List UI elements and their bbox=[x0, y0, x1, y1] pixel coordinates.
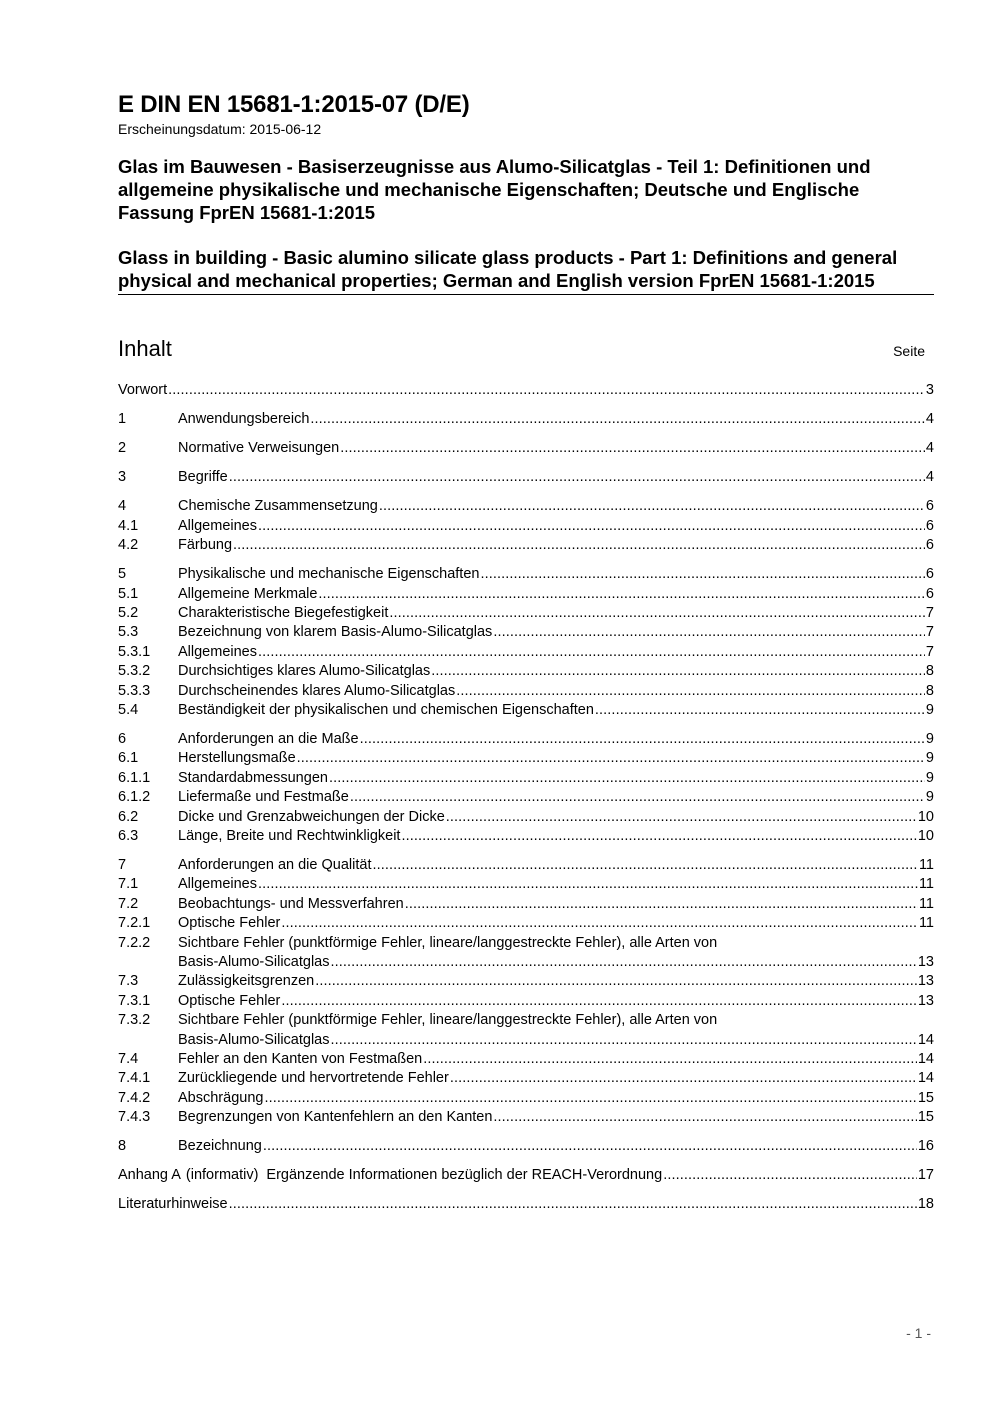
toc-entry-title: Anwendungsbereich bbox=[178, 411, 310, 428]
toc-entry-number: 7.4.2 bbox=[118, 1089, 151, 1106]
toc-entry-number: 7.1 bbox=[118, 876, 139, 893]
toc-leader bbox=[258, 643, 925, 662]
toc-entry-page: 11 bbox=[918, 915, 934, 932]
toc-leader bbox=[340, 439, 925, 458]
toc-entry-page: 11 bbox=[918, 857, 934, 873]
toc-entry-page: 10 bbox=[917, 827, 934, 844]
toc-entry-title: Allgemeines bbox=[178, 876, 257, 893]
toc-leader bbox=[446, 808, 917, 827]
publication-date: Erscheinungsdatum: 2015-06-12 bbox=[118, 121, 322, 137]
toc-entry-7-3-2-continued[interactable] bbox=[118, 1031, 934, 1050]
toc-entry-6-1[interactable] bbox=[118, 749, 934, 768]
toc-entry-page: 6 bbox=[925, 585, 934, 602]
toc-entry-title: Begrenzungen von Kantenfehlern an den Kanten bbox=[178, 1109, 493, 1126]
toc-leader bbox=[168, 381, 925, 400]
toc-entry-page: 17 bbox=[917, 1167, 934, 1184]
toc-leader bbox=[281, 992, 917, 1011]
toc-entry-7-2-1[interactable] bbox=[118, 914, 934, 933]
toc-entry-title: Fehler an den Kanten von Festmaßen bbox=[178, 1050, 423, 1067]
toc-entry-7-3-1[interactable] bbox=[118, 992, 934, 1011]
toc-entry-page: 9 bbox=[925, 789, 934, 806]
toc-entry-7-2[interactable] bbox=[118, 895, 934, 914]
toc-entry-title: Vorwort bbox=[118, 381, 168, 398]
toc-entry-page: 4 bbox=[925, 411, 934, 428]
toc-entry-page: 7 bbox=[925, 624, 934, 641]
document-number: E DIN EN 15681-1:2015-07 (D/E) bbox=[118, 91, 470, 118]
toc-entry-number: 5.1 bbox=[118, 585, 139, 602]
toc-entry-7-1[interactable] bbox=[118, 875, 934, 894]
toc-entry-6-1-1[interactable] bbox=[118, 769, 934, 788]
toc-entry-number: 7.4.1 bbox=[118, 1070, 151, 1087]
toc-entry-number: 5.3.2 bbox=[118, 663, 151, 680]
toc-entry-4[interactable] bbox=[118, 497, 934, 516]
toc-entry-number: 7.3 bbox=[118, 973, 139, 990]
toc-entry-vorwort[interactable] bbox=[118, 381, 934, 400]
toc-leader bbox=[258, 875, 918, 894]
toc-entry-1[interactable] bbox=[118, 410, 934, 429]
toc-entry-page: 14 bbox=[917, 1050, 934, 1067]
toc-entry-5-3-3[interactable] bbox=[118, 682, 934, 701]
toc-entry-title: Beständigkeit der physikalischen und chemischen Eigenschaften bbox=[178, 701, 594, 718]
toc-entry-page: 6 bbox=[925, 517, 934, 534]
toc-entry-title: Anforderungen an die Qualität bbox=[178, 857, 372, 873]
toc-entry-number: 2 bbox=[118, 440, 127, 457]
toc-entry-title: Sichtbare Fehler (punktförmige Fehler, lineare/langgestreckte Fehler), alle Arten von bbox=[178, 934, 718, 951]
page-number: - 1 - bbox=[906, 1325, 931, 1341]
toc-entry-6-1-2[interactable] bbox=[118, 788, 934, 807]
toc-entry-5[interactable] bbox=[118, 565, 934, 584]
toc-entry-title: Herstellungsmaße bbox=[178, 750, 296, 767]
toc-entry-6[interactable] bbox=[118, 730, 934, 749]
toc-entry-number: 7.4.3 bbox=[118, 1109, 151, 1126]
title-divider bbox=[118, 294, 934, 295]
toc-entry-title: Bezeichnung bbox=[178, 1138, 262, 1155]
toc-entry-title: Standardabmessungen bbox=[178, 769, 328, 786]
toc-page-column-label: Seite bbox=[893, 343, 925, 359]
toc-entry-page: 9 bbox=[925, 750, 934, 767]
toc-leader bbox=[258, 517, 925, 536]
toc-entry-title: Beobachtungs- und Messverfahren bbox=[178, 895, 404, 912]
toc-leader bbox=[360, 730, 925, 749]
document-page bbox=[118, 90, 934, 1215]
toc-entry-5-3[interactable] bbox=[118, 623, 934, 642]
toc-entry-7-4[interactable] bbox=[118, 1050, 934, 1069]
toc-leader bbox=[423, 1050, 917, 1069]
toc-entry-title: Zulässigkeitsgrenzen bbox=[178, 973, 315, 990]
toc-entry-page: 4 bbox=[925, 469, 934, 486]
toc-entry-title: Optische Fehler bbox=[178, 915, 281, 932]
toc-entry-number: 1 bbox=[118, 411, 127, 428]
toc-entry-title: Länge, Breite und Rechtwinkligkeit bbox=[178, 827, 401, 844]
toc-leader bbox=[310, 410, 925, 429]
toc-entry-8[interactable] bbox=[118, 1137, 934, 1156]
toc-leader bbox=[263, 1137, 917, 1156]
toc-entry-number: 7.2.1 bbox=[118, 915, 151, 932]
toc-entry-title: Charakteristische Biegefestigkeit bbox=[178, 604, 389, 621]
toc-entry-7-4-1[interactable] bbox=[118, 1069, 934, 1088]
toc-leader bbox=[493, 1108, 916, 1127]
toc-entry-number: 6 bbox=[118, 730, 127, 747]
toc-entry-bibliography[interactable] bbox=[118, 1195, 934, 1214]
toc-entry-page: 7 bbox=[925, 604, 934, 621]
toc-entry-number: 5.3.3 bbox=[118, 682, 151, 699]
toc-entry-page: 13 bbox=[917, 992, 934, 1009]
toc-entry-5-2[interactable] bbox=[118, 604, 934, 623]
toc-entry-title: Zurückliegende und hervortretende Fehler bbox=[178, 1070, 449, 1087]
toc-leader bbox=[331, 953, 917, 972]
toc-entry-number: 5.4 bbox=[118, 701, 139, 718]
toc-entry-page: 9 bbox=[925, 701, 934, 718]
toc-entry-title: Allgemeines bbox=[178, 643, 257, 660]
toc-leader bbox=[318, 585, 925, 604]
toc-entry-page: 11 bbox=[918, 876, 934, 893]
toc-entry-title: Allgemeine Merkmale bbox=[178, 585, 318, 602]
title-english: Glass in building - Basic alumino silicate glass products - Part 1: Definitions and general physical and mechanical properties; German and English version FprEN 15681-1:2015 bbox=[118, 247, 898, 291]
toc-entry-title: Sichtbare Fehler (punktförmige Fehler, lineare/langgestreckte Fehler), alle Arten von bbox=[178, 1012, 718, 1029]
toc-leader bbox=[229, 1195, 917, 1214]
toc-entry-page: 3 bbox=[925, 381, 934, 398]
toc-entry-title: Liefermaße und Festmaße bbox=[178, 789, 349, 806]
toc-leader bbox=[329, 769, 925, 788]
toc-entry-number: 7.3.1 bbox=[118, 992, 151, 1009]
toc-entry-6-3[interactable] bbox=[118, 827, 934, 846]
toc-entry-number: 6.1 bbox=[118, 750, 139, 767]
toc-leader bbox=[450, 1069, 917, 1088]
toc-leader bbox=[233, 536, 925, 555]
toc-entry-6-2[interactable] bbox=[118, 808, 934, 827]
toc-entry-7-3[interactable] bbox=[118, 972, 934, 991]
toc-entry-page: 6 bbox=[925, 498, 934, 515]
toc-entry-7-2-2[interactable] bbox=[118, 934, 934, 953]
toc-leader bbox=[315, 972, 917, 991]
toc-leader bbox=[379, 497, 925, 516]
toc-entry-number: 3 bbox=[118, 469, 127, 486]
toc-entry-title: Färbung bbox=[178, 537, 233, 554]
toc-leader bbox=[229, 468, 925, 487]
toc-entry-page: 8 bbox=[925, 663, 934, 680]
toc-entry-number: 5 bbox=[118, 566, 127, 583]
toc-entry-title: Bezeichnung von klarem Basis-Alumo-Silicatglas bbox=[178, 624, 493, 641]
toc-entry-page: 13 bbox=[917, 953, 934, 970]
toc-entry-number: 6.2 bbox=[118, 808, 139, 825]
toc-entry-page: 16 bbox=[917, 1138, 934, 1155]
toc-entry-title: Optische Fehler bbox=[178, 992, 281, 1009]
toc-entry-number: 7.2.2 bbox=[118, 934, 151, 951]
toc-entry-page: 18 bbox=[917, 1196, 934, 1213]
toc-leader bbox=[350, 788, 925, 807]
toc-entry-3[interactable] bbox=[118, 468, 934, 487]
toc-leader bbox=[663, 1166, 917, 1185]
toc-leader bbox=[480, 565, 924, 584]
toc-entry-title: Allgemeines bbox=[178, 517, 257, 534]
toc-entry-page: 9 bbox=[925, 769, 934, 786]
toc-entry-title: Ergänzende Informationen bezüglich der REACH-Verordnung bbox=[266, 1167, 663, 1184]
toc-entry-annex-a[interactable] bbox=[118, 1166, 934, 1185]
toc-leader bbox=[281, 914, 918, 933]
toc-leader bbox=[595, 701, 925, 720]
toc-entry-number: 6.3 bbox=[118, 827, 139, 844]
toc-leader bbox=[493, 623, 925, 642]
toc-entry-page: 4 bbox=[925, 440, 934, 457]
toc-entry-2[interactable] bbox=[118, 439, 934, 458]
toc-entry-number: 6.1.2 bbox=[118, 789, 151, 806]
toc-entry-page: 14 bbox=[917, 1070, 934, 1087]
toc-entry-title: Literaturhinweise bbox=[118, 1196, 228, 1213]
toc-entry-5-1[interactable] bbox=[118, 585, 934, 604]
toc-entry-4-1[interactable] bbox=[118, 517, 934, 536]
toc-entry-number: 5.2 bbox=[118, 604, 139, 621]
toc-entry-number: 4.2 bbox=[118, 537, 139, 554]
toc-entry-page: 9 bbox=[925, 730, 934, 747]
toc-entry-7[interactable] bbox=[118, 856, 934, 875]
toc-entry-number: 7 bbox=[118, 857, 127, 873]
toc-entry-5-3-1[interactable] bbox=[118, 643, 934, 662]
title-german: Glas im Bauwesen - Basiserzeugnisse aus Alumo-Silicatglas - Teil 1: Definitionen und allgemeine physikalische und mechanische Eigenschaften; Deutsche und Englische Fassung FprEN 15681-1:2015 bbox=[118, 156, 871, 223]
toc-entry-number: 4.1 bbox=[118, 517, 139, 534]
toc-entry-7-3-2[interactable] bbox=[118, 1011, 934, 1030]
table-of-contents bbox=[118, 381, 934, 1215]
toc-entry-number: 5.3.1 bbox=[118, 643, 151, 660]
toc-entry-page: 6 bbox=[925, 566, 934, 583]
toc-entry-5-4[interactable] bbox=[118, 701, 934, 720]
toc-entry-5-3-2[interactable] bbox=[118, 662, 934, 681]
toc-leader bbox=[405, 895, 918, 914]
toc-entry-number: 6.1.1 bbox=[118, 769, 151, 786]
toc-entry-title-continued: Basis-Alumo-Silicatglas bbox=[178, 953, 330, 970]
toc-entry-title: Begriffe bbox=[178, 469, 228, 486]
toc-entry-number: 7.4 bbox=[118, 1050, 139, 1067]
toc-leader bbox=[456, 682, 925, 701]
toc-entry-title: Normative Verweisungen bbox=[178, 440, 340, 457]
toc-entry-7-4-3[interactable] bbox=[118, 1108, 934, 1127]
toc-entry-title: Durchscheinendes klares Alumo-Silicatglas bbox=[178, 682, 456, 699]
toc-entry-page: 11 bbox=[918, 895, 934, 912]
toc-entry-title: Dicke und Grenzabweichungen der Dicke bbox=[178, 808, 445, 825]
toc-annex-label: Anhang A bbox=[118, 1167, 181, 1184]
toc-entry-title: Anforderungen an die Maße bbox=[178, 730, 359, 747]
toc-leader bbox=[431, 662, 925, 681]
toc-entry-title-continued: Basis-Alumo-Silicatglas bbox=[178, 1031, 330, 1048]
toc-entry-title: Abschrägung bbox=[178, 1089, 264, 1106]
toc-leader bbox=[331, 1031, 917, 1050]
toc-entry-page: 14 bbox=[917, 1031, 934, 1048]
toc-entry-4-2[interactable] bbox=[118, 536, 934, 555]
toc-heading: Inhalt bbox=[118, 336, 172, 361]
toc-entry-number: 8 bbox=[118, 1138, 127, 1155]
toc-entry-title: Durchsichtiges klares Alumo-Silicatglas bbox=[178, 663, 431, 680]
toc-entry-number: 5.3 bbox=[118, 624, 139, 641]
toc-entry-7-4-2[interactable] bbox=[118, 1089, 934, 1108]
toc-entry-page: 7 bbox=[925, 643, 934, 660]
toc-leader bbox=[401, 827, 916, 846]
toc-leader bbox=[372, 856, 917, 875]
toc-entry-number: 7.2 bbox=[118, 895, 139, 912]
toc-entry-number: 7.3.2 bbox=[118, 1012, 151, 1029]
toc-entry-title: Chemische Zusammensetzung bbox=[178, 498, 378, 515]
toc-entry-7-2-2-continued[interactable] bbox=[118, 953, 934, 972]
toc-leader bbox=[264, 1089, 916, 1108]
toc-entry-number: 4 bbox=[118, 498, 127, 515]
toc-entry-page: 6 bbox=[925, 537, 934, 554]
toc-entry-title: Physikalische und mechanische Eigenschaften bbox=[178, 566, 480, 583]
toc-leader bbox=[389, 604, 925, 623]
toc-entry-page: 15 bbox=[917, 1109, 934, 1126]
toc-entry-page: 15 bbox=[917, 1089, 934, 1106]
toc-entry-page: 8 bbox=[925, 682, 934, 699]
toc-entry-page: 10 bbox=[917, 808, 934, 825]
toc-leader bbox=[297, 749, 925, 768]
toc-header bbox=[118, 335, 934, 365]
toc-annex-qualifier: (informativ) bbox=[185, 1167, 259, 1184]
toc-entry-page: 13 bbox=[917, 973, 934, 990]
